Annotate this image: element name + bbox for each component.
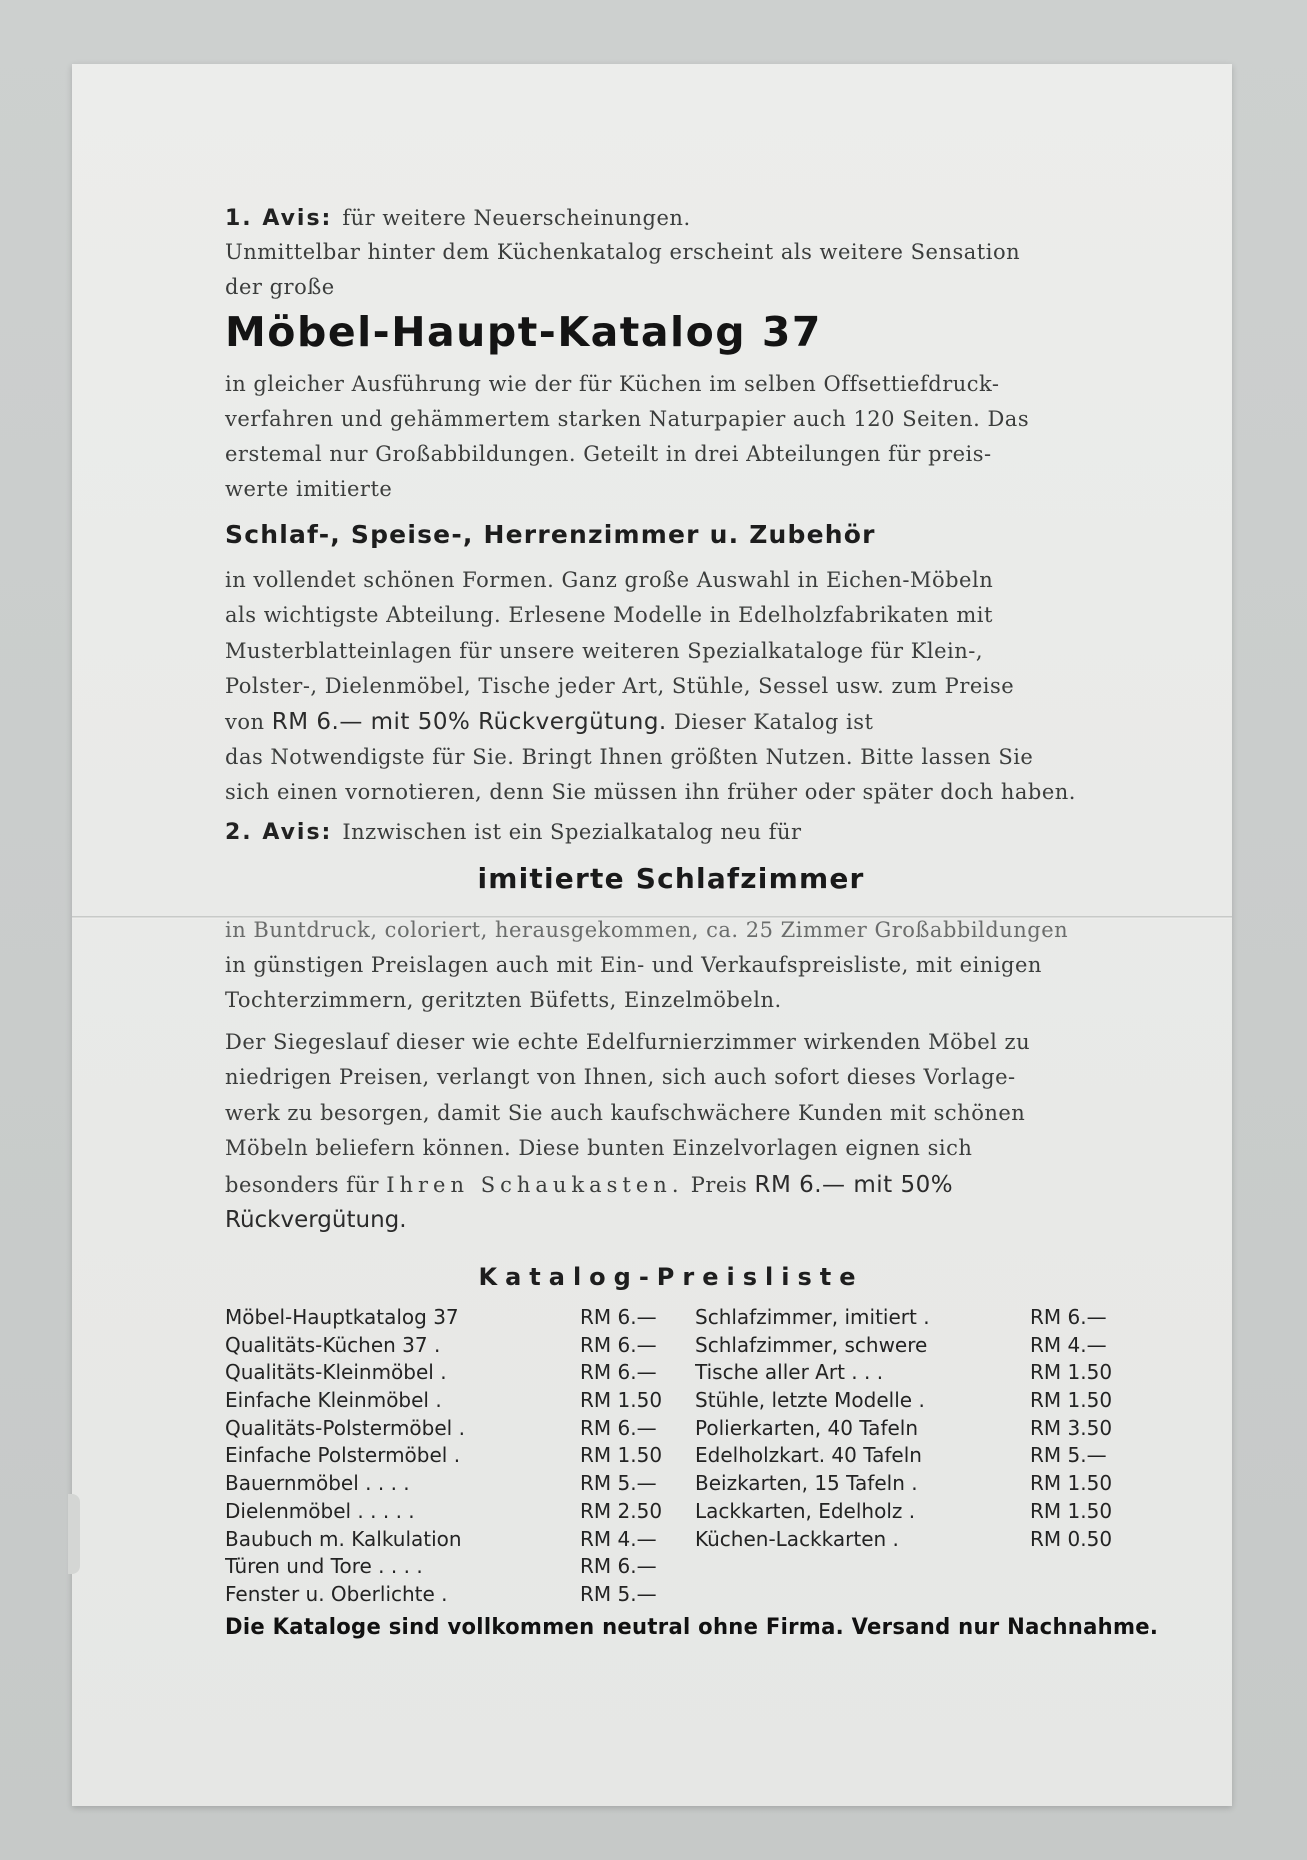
price-item-value: RM 6.—	[580, 1415, 657, 1440]
schaukasten-line	[225, 1172, 953, 1198]
price-row	[695, 1443, 1135, 1471]
price-item-value: RM 1.50	[1030, 1498, 1113, 1523]
body-line: Möbeln beliefern können. Diese bunten Einzelvorlagen eignen sich	[225, 1136, 973, 1160]
schaukasten-post: Preis	[690, 1173, 748, 1197]
price-item-value: RM 6.—	[580, 1554, 657, 1579]
price-item-value: RM 5.—	[580, 1581, 657, 1606]
price-item-value: RM 6.—	[580, 1332, 657, 1357]
body-line: in vollendet schönen Formen. Ganz große Auswahl in Eichen-Möbeln	[225, 568, 994, 592]
price-item-value: RM 1.50	[1030, 1360, 1113, 1385]
price-item-value: RM 1.50	[1030, 1471, 1113, 1496]
body-line: werte imitierte	[225, 477, 393, 501]
price-row	[225, 1443, 685, 1471]
price-item-name: Türen und Tore . . . .	[225, 1554, 423, 1579]
price-item-value: RM 5.—	[1030, 1443, 1107, 1468]
body-line: in gleicher Ausführung wie der für Küchen im selben Offsettiefdruck-	[225, 372, 1000, 396]
price-row	[695, 1416, 1135, 1444]
price-sentence-post: Dieser Katalog ist	[673, 710, 874, 734]
price-row	[695, 1471, 1135, 1499]
body-line: Der Siegeslauf dieser wie echte Edelfurnierzimmer wirkenden Möbel zu	[225, 1030, 1031, 1054]
price-item-value: RM 2.50	[580, 1498, 663, 1523]
price-item-name: Tische aller Art . . .	[695, 1360, 884, 1385]
body-line: das Notwendigste für Sie. Bringt Ihnen größten Nutzen. Bitte lassen Sie	[225, 745, 1034, 769]
body-line: in Buntdruck, coloriert, herausgekommen, ca. 25 Zimmer Großabbildungen	[225, 918, 1069, 942]
price-item-value: RM 0.50	[1030, 1526, 1113, 1551]
price-sentence-pre: von	[225, 710, 265, 734]
price-item-name: Schlafzimmer, imitiert .	[695, 1305, 930, 1329]
body-line: niedrigen Preisen, verlangt von Ihnen, sich auch sofort dieses Vorlage-	[225, 1065, 1016, 1089]
price-item-value: RM 1.50	[580, 1443, 663, 1468]
price-item-name: Baubuch m. Kalkulation	[225, 1526, 462, 1551]
price-item-name: Einfache Polstermöbel .	[225, 1443, 461, 1468]
price-item-value: RM 5.—	[580, 1471, 657, 1496]
price-row	[695, 1527, 1135, 1555]
schaukasten-spaced: Ihren Schaukasten.	[386, 1173, 684, 1197]
price-item-name: Einfache Kleinmöbel .	[225, 1388, 442, 1413]
price-item-name: Polierkarten, 40 Tafeln	[695, 1415, 919, 1440]
schaukasten-final: Rückvergütung.	[225, 1207, 407, 1233]
subheadline: Schlaf-, Speise-, Herrenzimmer u. Zubehör	[225, 520, 876, 549]
schaukasten-price: RM 6.— mit 50%	[754, 1172, 954, 1198]
price-item-name: Qualitäts-Küchen 37 .	[225, 1332, 441, 1357]
body-line: als wichtigste Abteilung. Erlesene Modelle in Edelholzfabrikaten mit	[225, 603, 993, 627]
price-row	[225, 1416, 685, 1444]
price-row	[225, 1499, 685, 1527]
price-list-title: Katalog-Preisliste	[478, 1263, 864, 1291]
body-line: Tochterzimmern, geritzten Büfetts, Einzelmöbeln.	[225, 988, 782, 1012]
price-item-name: Küchen-Lackkarten .	[695, 1526, 899, 1551]
price-row	[695, 1333, 1135, 1361]
price-row	[695, 1360, 1135, 1388]
body-line: sich einen vornotieren, denn Sie müssen ihn früher oder später doch haben.	[225, 780, 1076, 804]
price-item-name: Lackkarten, Edelholz .	[695, 1498, 916, 1523]
price-item-value: RM 4.—	[580, 1526, 657, 1551]
avis1-label: 1. Avis:	[225, 206, 333, 231]
price-item-name: Edelholzkart. 40 Tafeln	[695, 1443, 922, 1468]
body-line: Polster-, Dielenmöbel, Tische jeder Art, Stühle, Sessel usw. zum Preise	[225, 674, 1015, 698]
avis1-line: Unmittelbar hinter dem Küchenkatalog erscheint als weitere Sensation	[225, 240, 1021, 264]
price-item-name: Stühle, letzte Modelle .	[695, 1388, 925, 1413]
body-line: in günstigen Preislagen auch mit Ein- und Verkaufspreisliste, mit einigen	[225, 953, 1042, 977]
price-list-right	[695, 1305, 1135, 1554]
body-line: Musterblatteinlagen für unsere weiteren Spezialkataloge für Klein-,	[225, 639, 984, 663]
footer-note: Die Kataloge sind vollkommen neutral ohne Firma. Versand nur Nachnahme.	[225, 1615, 1159, 1640]
paper-tear	[68, 1494, 80, 1574]
price-row	[225, 1527, 685, 1555]
avis2-headline: imitierte Schlafzimmer	[477, 862, 865, 895]
price-item-value: RM 6.—	[580, 1360, 657, 1385]
price-item-name: Dielenmöbel . . . . .	[225, 1498, 415, 1523]
price-item-name: Beizkarten, 15 Tafeln .	[695, 1471, 918, 1496]
price-item-name: Möbel-Hauptkatalog 37	[225, 1305, 459, 1329]
price-item-name: Qualitäts-Kleinmöbel .	[225, 1360, 447, 1385]
price-item-name: Fenster u. Oberlichte .	[225, 1581, 448, 1606]
price-row	[695, 1305, 1135, 1333]
avis2-label: 2. Avis:	[225, 820, 333, 845]
price-list-left	[225, 1305, 685, 1610]
main-headline: Möbel-Haupt-Katalog 37	[225, 308, 822, 356]
avis2-intro: Inzwischen ist ein Spezialkatalog neu für	[342, 820, 802, 844]
body-line: verfahren und gehämmertem starken Naturpapier auch 120 Seiten. Das	[225, 407, 1030, 431]
price-row	[695, 1388, 1135, 1416]
price-row	[225, 1554, 685, 1582]
avis1-intro-line	[225, 206, 691, 231]
avis1-intro: für weitere Neuerscheinungen.	[342, 206, 691, 230]
price-item-name: Bauernmöbel . . . .	[225, 1471, 410, 1496]
price-row	[225, 1582, 685, 1610]
price-row	[225, 1360, 685, 1388]
price-item-value: RM 6.—	[580, 1305, 657, 1329]
price-row	[225, 1471, 685, 1499]
price-row	[225, 1305, 685, 1333]
price-row	[225, 1333, 685, 1361]
price-item-value: RM 6.—	[1030, 1305, 1107, 1329]
avis2-intro-line	[225, 820, 802, 845]
price-row	[695, 1499, 1135, 1527]
price-row	[225, 1388, 685, 1416]
price-sentence	[225, 709, 873, 735]
body-line: werk zu besorgen, damit Sie auch kaufschwächere Kunden mit schönen	[225, 1101, 1026, 1125]
price-item-value: RM 1.50	[1030, 1388, 1113, 1413]
price-item-value: RM 1.50	[580, 1388, 663, 1413]
body-line: erstemal nur Großabbildungen. Geteilt in drei Abteilungen für preis-	[225, 442, 992, 466]
price-item-name: Qualitäts-Polstermöbel .	[225, 1415, 465, 1440]
schaukasten-pre: besonders für	[225, 1173, 380, 1197]
avis1-line: der große	[225, 275, 335, 299]
price-item-value: RM 3.50	[1030, 1415, 1113, 1440]
price-item-name: Schlafzimmer, schwere	[695, 1332, 928, 1357]
price-sentence-price: RM 6.— mit 50% Rückvergütung.	[271, 709, 667, 735]
price-item-value: RM 4.—	[1030, 1332, 1107, 1357]
